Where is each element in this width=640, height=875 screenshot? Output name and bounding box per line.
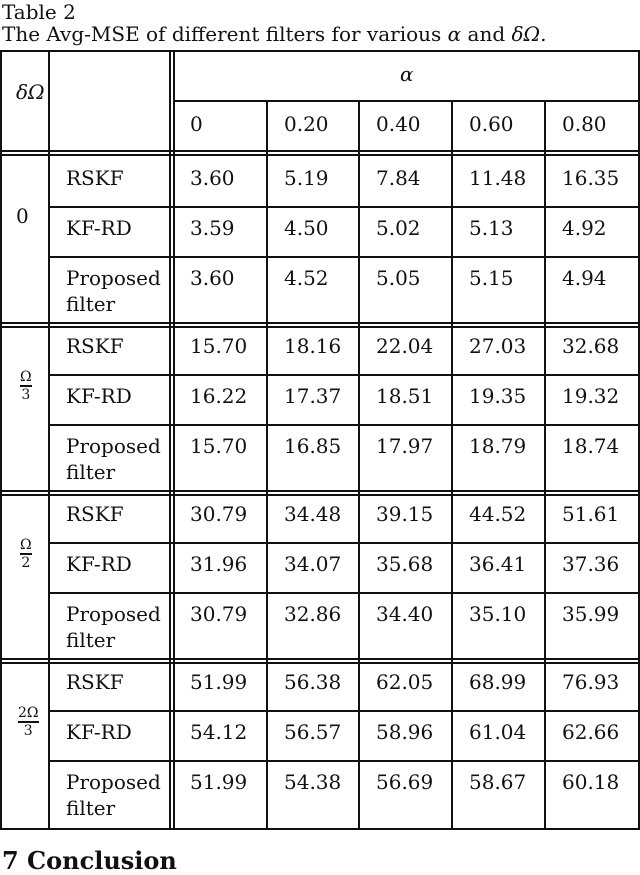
table-cell: 19.32 [562,384,620,408]
table-cell: 58.96 [376,720,434,744]
table-cell: 34.07 [284,552,342,576]
table-cell: 5.05 [376,266,421,290]
filter-name: RSKF [66,166,124,190]
table-cell: 36.41 [469,552,527,576]
table-cell: 31.96 [190,552,248,576]
table-cell: 54.12 [190,720,248,744]
table-cell: 18.16 [284,334,342,358]
table-cell: 16.85 [284,434,342,458]
filter-name: RSKF [66,502,124,526]
table-cell: 51.61 [562,502,620,526]
row-rule [48,710,640,712]
table-cell: 19.35 [469,384,527,408]
table-cell: 3.59 [190,216,235,240]
table-cell: 18.79 [469,434,527,458]
table-cell: 3.60 [190,166,235,190]
col-rule-4 [544,100,546,828]
col-rule-3 [451,100,453,828]
filter-name: RSKF [66,670,124,694]
group-rule-2 [0,326,640,328]
table-cell: 16.35 [562,166,620,190]
filter-name-line2: filter [66,460,116,484]
table-cell: 16.22 [190,384,248,408]
filter-name: KF-RD [66,552,132,576]
table-cell: 56.57 [284,720,342,744]
fraction-numerator: Ω [20,369,32,385]
delta-fraction [20,370,32,402]
group-rule-2 [0,662,640,664]
table-cell: 39.15 [376,502,434,526]
table-cell: 62.66 [562,720,620,744]
group-rule-2 [0,494,640,496]
table-cell: 4.50 [284,216,329,240]
filter-name-line2: filter [66,796,116,820]
filter-name: RSKF [66,334,124,358]
filter-name-line1: Proposed [66,266,161,290]
table-cell: 68.99 [469,670,527,694]
table-cell: 30.79 [190,602,248,626]
table-cell: 54.38 [284,770,342,794]
table-cell: 56.38 [284,670,342,694]
table-cell: 37.36 [562,552,620,576]
alpha-value: 0.80 [562,112,607,136]
section-heading: 7 Conclusion [2,846,177,875]
table-cell: 76.93 [562,670,620,694]
table-cell: 34.48 [284,502,342,526]
filter-name-line1: Proposed [66,434,161,458]
table-cell: 32.86 [284,602,342,626]
caption-text: The Avg-MSE of different filters for various [2,22,442,46]
table-cell: 32.68 [562,334,620,358]
table-cell: 61.04 [469,720,527,744]
group-rule-1 [0,490,640,492]
row-rule [48,542,640,544]
table-cell: 51.99 [190,770,248,794]
row-rule [48,592,640,594]
table-top-rule [0,50,640,52]
table-cell: 3.60 [190,266,235,290]
table-cell: 5.15 [469,266,514,290]
table-cell: 35.68 [376,552,434,576]
caption-and: and [467,22,506,46]
table-cell: 60.18 [562,770,620,794]
table-cell: 5.02 [376,216,421,240]
filter-column-rule-1 [169,50,171,830]
group-rule-1 [0,658,640,660]
filter-name-line2: filter [66,628,116,652]
row-rule [48,760,640,762]
fraction-numerator: 2Ω [18,705,39,721]
fraction-numerator: Ω [20,537,32,553]
table-cell: 4.92 [562,216,607,240]
table-bottom-rule [0,828,640,830]
alpha-value: 0.20 [284,112,329,136]
filter-name-line2: filter [66,292,116,316]
fraction-denominator: 3 [21,386,31,403]
table-cell: 44.52 [469,502,527,526]
table-cell: 22.04 [376,334,434,358]
alpha-value: 0.60 [469,112,514,136]
filter-column-rule-2 [173,50,175,830]
table-cell: 18.74 [562,434,620,458]
table-cell: 58.67 [469,770,527,794]
alpha-header: α [400,62,414,86]
table-cell: 35.10 [469,602,527,626]
row-rule [48,424,640,426]
table-cell: 11.48 [469,166,527,190]
table-cell: 4.52 [284,266,329,290]
col-rule-2 [358,100,360,828]
table-cell: 17.97 [376,434,434,458]
alpha-value: 0 [190,112,203,136]
table-cell: 15.70 [190,334,248,358]
filter-name-line1: Proposed [66,770,161,794]
row-rule [48,256,640,258]
filter-name: KF-RD [66,720,132,744]
table-cell: 18.51 [376,384,434,408]
delta-fraction [20,538,32,570]
table-left-rule [0,50,2,830]
table-cell: 51.99 [190,670,248,694]
table-cell: 30.79 [190,502,248,526]
caption-alpha: α [447,22,462,46]
table-cell: 7.84 [376,166,421,190]
alpha-value: 0.40 [376,112,421,136]
table-cell: 27.03 [469,334,527,358]
table-cell: 5.19 [284,166,329,190]
table-caption [2,23,546,45]
fraction-denominator: 2 [21,554,31,571]
filter-name-line1: Proposed [66,602,161,626]
delta-fraction [18,706,39,738]
fraction-denominator: 3 [23,722,33,739]
table-cell: 5.13 [469,216,514,240]
table-cell: 4.94 [562,266,607,290]
delta-omega-header: δΩ [16,80,45,104]
col-rule-1 [266,100,268,828]
table-cell: 35.99 [562,602,620,626]
table-cell: 34.40 [376,602,434,626]
results-table [0,50,640,830]
table-label: Table 2 [2,0,76,24]
alpha-header-rule [174,100,640,102]
row-rule [48,206,640,208]
filter-name: KF-RD [66,216,132,240]
filter-name: KF-RD [66,384,132,408]
table-cell: 17.37 [284,384,342,408]
caption-delta-omega: δΩ. [511,22,547,46]
table-cell: 56.69 [376,770,434,794]
delta-value: 0 [16,204,29,228]
group-rule-1 [0,322,640,324]
table-cell: 15.70 [190,434,248,458]
row-rule [48,374,640,376]
table-cell: 62.05 [376,670,434,694]
